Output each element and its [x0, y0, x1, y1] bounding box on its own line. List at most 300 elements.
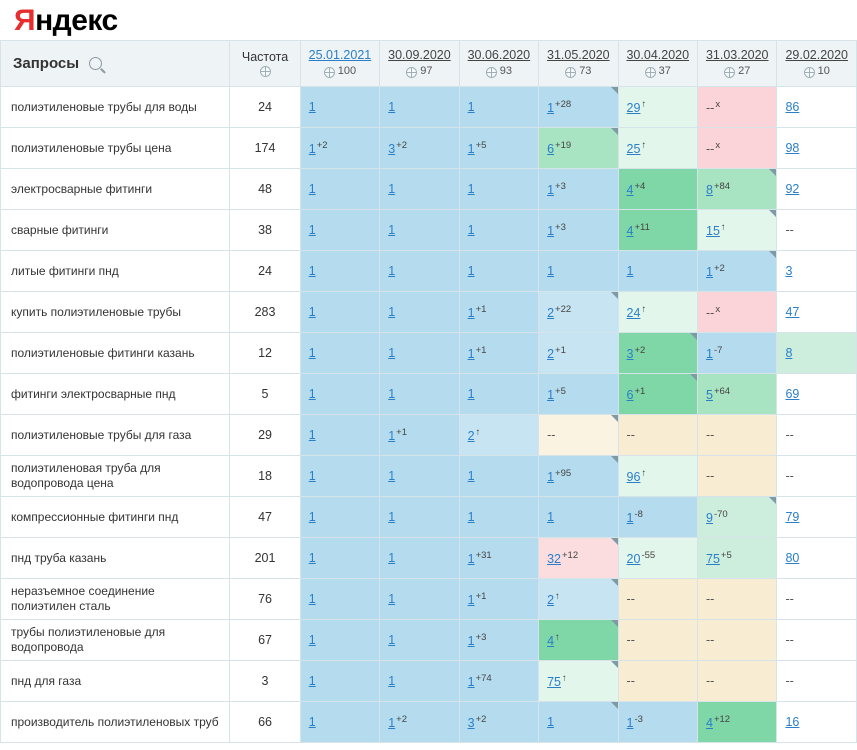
- position-cell[interactable]: [380, 538, 459, 579]
- position-cell[interactable]: [698, 210, 777, 251]
- query-cell[interactable]: производитель полиэтиленовых труб: [1, 702, 230, 743]
- position-cell[interactable]: [698, 579, 777, 620]
- position-cell[interactable]: [698, 374, 777, 415]
- position-cell[interactable]: [300, 169, 379, 210]
- corner-marker-icon: [611, 579, 618, 586]
- rankings-table: [0, 40, 857, 743]
- position-value: 1: [308, 715, 316, 729]
- date-count: 100: [337, 65, 357, 78]
- position-cell[interactable]: [380, 497, 459, 538]
- delta-value: +1: [634, 385, 646, 397]
- trend-arrow-icon: ↑: [641, 98, 647, 110]
- position-value: 1: [547, 264, 555, 278]
- frequency-cell: 18: [230, 456, 300, 497]
- delta-value: +31: [475, 549, 492, 561]
- position-value: 96: [626, 470, 641, 485]
- header-row: [1, 41, 857, 87]
- position-value: 1: [308, 428, 316, 442]
- position-cell[interactable]: [777, 415, 857, 456]
- position-cell[interactable]: [300, 538, 379, 579]
- position-cell[interactable]: [380, 374, 459, 415]
- date-label[interactable]: 30.04.2020: [626, 47, 690, 62]
- trend-arrow-icon: ↑: [641, 303, 647, 315]
- position-cell[interactable]: [698, 620, 777, 661]
- position-cell[interactable]: [459, 333, 538, 374]
- table-row: [1, 497, 857, 538]
- position-cell[interactable]: [618, 210, 697, 251]
- position-value: 1: [308, 592, 316, 606]
- position-cell[interactable]: [618, 169, 697, 210]
- date-label[interactable]: 31.03.2020: [705, 47, 769, 62]
- date-label[interactable]: 30.09.2020: [388, 47, 451, 62]
- position-cell[interactable]: [380, 415, 459, 456]
- position-value: 1: [467, 223, 475, 237]
- position-cell[interactable]: [459, 374, 538, 415]
- position-cell[interactable]: [300, 333, 379, 374]
- position-cell[interactable]: [300, 497, 379, 538]
- position-cell[interactable]: [618, 702, 697, 743]
- queries-header-label: Запросы: [13, 55, 80, 72]
- position-cell[interactable]: [300, 620, 379, 661]
- frequency-cell: 76: [230, 579, 300, 620]
- corner-marker-icon: [611, 620, 618, 627]
- delta-value: +3: [555, 221, 566, 233]
- corner-marker-icon: [611, 661, 618, 668]
- position-cell[interactable]: [459, 292, 538, 333]
- position-value: 3: [785, 264, 793, 278]
- position-cell[interactable]: [539, 702, 618, 743]
- position-value: --: [785, 633, 794, 647]
- position-cell[interactable]: [380, 702, 459, 743]
- position-cell[interactable]: [777, 292, 857, 333]
- table-row: [1, 702, 857, 743]
- delta-value: +2: [475, 713, 487, 725]
- delta-value: x: [715, 139, 721, 151]
- globe-icon: [804, 67, 815, 78]
- position-value: 16: [785, 715, 800, 729]
- position-cell[interactable]: [300, 374, 379, 415]
- position-cell[interactable]: [539, 415, 618, 456]
- position-cell[interactable]: [777, 702, 857, 743]
- position-cell[interactable]: [539, 620, 618, 661]
- position-cell[interactable]: [698, 128, 777, 169]
- position-value: 1: [547, 224, 555, 239]
- position-value: --: [706, 428, 715, 442]
- position-value: 15: [706, 224, 720, 239]
- position-cell[interactable]: [698, 456, 777, 497]
- table-row: [1, 292, 857, 333]
- position-value: --: [785, 469, 794, 483]
- position-value: 1: [308, 510, 316, 524]
- position-value: 1: [388, 716, 396, 731]
- position-cell[interactable]: [539, 251, 618, 292]
- position-cell[interactable]: [300, 210, 379, 251]
- query-cell[interactable]: фитинги электросварные пнд: [1, 374, 230, 415]
- position-cell[interactable]: [459, 415, 538, 456]
- query-cell[interactable]: трубы полиэтиленовые для водопровода: [1, 620, 230, 661]
- position-cell[interactable]: [300, 251, 379, 292]
- position-cell[interactable]: [459, 497, 538, 538]
- position-cell[interactable]: [539, 497, 618, 538]
- query-cell[interactable]: пнд для газа: [1, 661, 230, 702]
- position-value: 75: [706, 552, 720, 567]
- table-row: [1, 333, 857, 374]
- trend-arrow-icon: ↑: [475, 426, 481, 438]
- position-value: 1: [308, 223, 316, 237]
- search-icon[interactable]: [89, 57, 102, 70]
- corner-marker-icon: [769, 169, 776, 176]
- table-row: [1, 169, 857, 210]
- query-cell[interactable]: пнд труба казань: [1, 538, 230, 579]
- query-cell[interactable]: полиэтиленовая труба для водопровода цена: [1, 456, 230, 497]
- position-cell[interactable]: [539, 128, 618, 169]
- delta-value: +5: [720, 549, 732, 561]
- column-header-date-5[interactable]: [698, 41, 777, 87]
- frequency-cell: 47: [230, 497, 300, 538]
- position-cell[interactable]: [459, 661, 538, 702]
- position-value: --: [706, 142, 715, 157]
- trend-arrow-icon: ↑: [555, 631, 560, 643]
- frequency-cell: 12: [230, 333, 300, 374]
- position-value: 1: [308, 264, 316, 278]
- position-cell[interactable]: [459, 210, 538, 251]
- date-label[interactable]: 30.06.2020: [467, 47, 531, 62]
- column-header-date-6[interactable]: [777, 41, 857, 87]
- date-count: 73: [579, 65, 592, 78]
- position-value: 3: [467, 716, 475, 731]
- position-value: 1: [547, 388, 555, 403]
- column-header-date-1[interactable]: [380, 41, 459, 87]
- query-cell[interactable]: неразъемное соединение полиэтилен сталь: [1, 579, 230, 620]
- position-cell[interactable]: [777, 128, 857, 169]
- position-value: 6: [547, 142, 555, 157]
- position-cell[interactable]: [539, 456, 618, 497]
- position-cell[interactable]: [777, 374, 857, 415]
- globe-icon: [645, 67, 656, 78]
- table-row: [1, 87, 857, 128]
- position-cell[interactable]: [459, 87, 538, 128]
- position-cell[interactable]: [777, 579, 857, 620]
- date-count: 97: [420, 65, 433, 78]
- position-cell[interactable]: [618, 456, 697, 497]
- position-cell[interactable]: [777, 620, 857, 661]
- position-cell[interactable]: [300, 661, 379, 702]
- position-cell[interactable]: [380, 292, 459, 333]
- position-cell[interactable]: [380, 661, 459, 702]
- position-cell[interactable]: [618, 579, 697, 620]
- delta-value: +5: [555, 385, 566, 397]
- delta-value: +95: [555, 467, 572, 479]
- position-cell[interactable]: [618, 128, 697, 169]
- delta-value: +28: [555, 98, 572, 110]
- position-cell[interactable]: [380, 210, 459, 251]
- column-header-queries[interactable]: [1, 41, 230, 87]
- position-value: 9: [706, 511, 713, 526]
- table-row: [1, 374, 857, 415]
- position-value: 79: [785, 510, 800, 524]
- position-cell[interactable]: [698, 415, 777, 456]
- position-cell[interactable]: [698, 702, 777, 743]
- corner-marker-icon: [611, 538, 618, 545]
- position-value: 20: [626, 552, 641, 567]
- position-value: 1: [467, 100, 475, 114]
- query-cell[interactable]: купить полиэтиленовые трубы: [1, 292, 230, 333]
- frequency-cell: 24: [230, 87, 300, 128]
- frequency-cell: 24: [230, 251, 300, 292]
- position-cell[interactable]: [539, 579, 618, 620]
- corner-marker-icon: [611, 87, 618, 94]
- position-value: 80: [785, 551, 800, 565]
- position-value: 1: [388, 182, 396, 196]
- delta-value: -3: [634, 713, 643, 725]
- date-count: 37: [658, 65, 671, 78]
- position-value: --: [706, 674, 715, 688]
- position-cell[interactable]: [539, 210, 618, 251]
- column-header-frequency[interactable]: [230, 41, 300, 87]
- position-cell[interactable]: [459, 169, 538, 210]
- date-label[interactable]: 29.02.2020: [785, 47, 848, 62]
- query-cell[interactable]: полиэтиленовые фитинги казань: [1, 333, 230, 374]
- position-value: 1: [547, 510, 555, 524]
- position-cell[interactable]: [539, 169, 618, 210]
- position-value: 1: [547, 183, 555, 198]
- date-count: 10: [817, 65, 830, 78]
- trend-arrow-icon: ↑: [555, 590, 560, 602]
- position-value: 2: [547, 593, 555, 608]
- logo-first-letter: Я: [14, 4, 36, 37]
- table-row: [1, 661, 857, 702]
- position-cell[interactable]: [698, 87, 777, 128]
- position-value: 86: [785, 100, 800, 114]
- position-value: 1: [467, 142, 475, 157]
- query-cell[interactable]: полиэтиленовые трубы для воды: [1, 87, 230, 128]
- position-cell[interactable]: [539, 292, 618, 333]
- query-cell[interactable]: литые фитинги пнд: [1, 251, 230, 292]
- delta-value: +11: [634, 221, 650, 233]
- position-value: 1: [388, 429, 396, 444]
- delta-value: -70: [713, 508, 728, 520]
- position-cell[interactable]: [698, 333, 777, 374]
- table-row: [1, 415, 857, 456]
- position-value: 1: [388, 100, 396, 114]
- position-cell[interactable]: [459, 579, 538, 620]
- column-header-date-3[interactable]: [539, 41, 618, 87]
- position-value: 1: [388, 305, 396, 319]
- position-value: 24: [626, 306, 641, 321]
- position-cell[interactable]: [618, 661, 697, 702]
- trend-arrow-icon: ↑: [720, 221, 726, 233]
- query-cell[interactable]: сварные фитинги: [1, 210, 230, 251]
- position-cell[interactable]: [777, 497, 857, 538]
- position-cell[interactable]: [777, 333, 857, 374]
- position-cell[interactable]: [459, 456, 538, 497]
- table-row: [1, 620, 857, 661]
- table-header: [1, 41, 857, 87]
- position-cell[interactable]: [698, 169, 777, 210]
- position-value: 47: [785, 305, 800, 319]
- position-cell[interactable]: [300, 702, 379, 743]
- date-label[interactable]: 31.05.2020: [547, 47, 610, 62]
- position-cell[interactable]: [300, 456, 379, 497]
- position-cell[interactable]: [698, 251, 777, 292]
- delta-value: +1: [475, 344, 487, 356]
- position-value: 3: [388, 142, 396, 157]
- position-cell[interactable]: [459, 702, 538, 743]
- delta-value: -7: [713, 344, 723, 356]
- date-label[interactable]: 25.01.2021: [308, 47, 372, 62]
- delta-value: +1: [555, 344, 566, 356]
- position-cell[interactable]: [380, 620, 459, 661]
- query-cell[interactable]: полиэтиленовые трубы для газа: [1, 415, 230, 456]
- position-value: 1: [388, 346, 396, 360]
- table-row: [1, 538, 857, 579]
- position-value: 1: [467, 469, 475, 483]
- position-value: 1: [467, 264, 475, 278]
- position-value: --: [626, 592, 635, 606]
- position-cell[interactable]: [698, 292, 777, 333]
- position-cell[interactable]: [618, 292, 697, 333]
- position-cell[interactable]: [380, 579, 459, 620]
- position-cell[interactable]: [459, 538, 538, 579]
- position-value: 1: [467, 552, 475, 567]
- position-cell[interactable]: [777, 87, 857, 128]
- delta-value: +4: [634, 180, 646, 192]
- position-cell[interactable]: [459, 620, 538, 661]
- position-cell[interactable]: [380, 251, 459, 292]
- position-value: 1: [388, 633, 396, 647]
- delta-value: +84: [713, 180, 731, 192]
- position-cell[interactable]: [698, 538, 777, 579]
- position-value: --: [785, 428, 794, 442]
- column-header-date-4[interactable]: [618, 41, 697, 87]
- position-cell[interactable]: [539, 374, 618, 415]
- position-cell[interactable]: [777, 661, 857, 702]
- yandex-logo[interactable]: [14, 4, 118, 38]
- position-cell[interactable]: [459, 128, 538, 169]
- position-cell[interactable]: [539, 333, 618, 374]
- corner-marker-icon: [690, 333, 697, 340]
- column-header-date-2[interactable]: [459, 41, 538, 87]
- position-value: 1: [308, 674, 316, 688]
- position-cell[interactable]: [539, 87, 618, 128]
- position-value: 1: [308, 305, 316, 319]
- position-cell[interactable]: [618, 415, 697, 456]
- globe-icon: [565, 67, 576, 78]
- delta-value: +5: [475, 139, 487, 151]
- position-cell[interactable]: [618, 374, 697, 415]
- position-value: 1: [308, 387, 316, 401]
- position-cell[interactable]: [380, 128, 459, 169]
- position-cell[interactable]: [459, 251, 538, 292]
- position-cell[interactable]: [618, 333, 697, 374]
- frequency-cell: 66: [230, 702, 300, 743]
- column-header-date-0[interactable]: [300, 41, 379, 87]
- position-cell[interactable]: [777, 169, 857, 210]
- globe-icon: [486, 67, 497, 78]
- trend-arrow-icon: ↑: [641, 467, 647, 479]
- query-cell[interactable]: электросварные фитинги: [1, 169, 230, 210]
- delta-value: -8: [634, 508, 643, 520]
- position-value: 2: [547, 306, 555, 321]
- position-value: 1: [467, 675, 475, 690]
- position-value: 3: [626, 347, 634, 362]
- position-cell[interactable]: [618, 620, 697, 661]
- position-value: 1: [308, 142, 316, 157]
- position-value: 1: [467, 306, 475, 321]
- position-cell[interactable]: [698, 661, 777, 702]
- position-cell[interactable]: [380, 333, 459, 374]
- position-value: 1: [467, 182, 475, 196]
- date-count: 27: [738, 65, 751, 78]
- position-cell[interactable]: [777, 251, 857, 292]
- corner-marker-icon: [611, 415, 618, 422]
- delta-value: +74: [475, 672, 492, 684]
- position-cell[interactable]: [380, 456, 459, 497]
- position-cell[interactable]: [300, 87, 379, 128]
- position-value: 1: [308, 633, 316, 647]
- position-cell[interactable]: [618, 497, 697, 538]
- corner-marker-icon: [611, 456, 618, 463]
- position-value: 1: [547, 715, 555, 729]
- delta-value: +2: [396, 139, 407, 151]
- position-cell[interactable]: [539, 661, 618, 702]
- position-value: 25: [626, 142, 641, 157]
- position-value: 8: [785, 346, 793, 360]
- position-cell[interactable]: [300, 128, 379, 169]
- position-value: 1: [388, 223, 396, 237]
- position-value: 1: [547, 101, 555, 116]
- delta-value: +1: [475, 590, 487, 602]
- position-cell[interactable]: [539, 538, 618, 579]
- query-cell[interactable]: компрессионные фитинги пнд: [1, 497, 230, 538]
- position-value: 1: [388, 551, 396, 565]
- delta-value: +1: [396, 426, 407, 438]
- trend-arrow-icon: ↑: [562, 672, 567, 684]
- delta-value: +2: [634, 344, 646, 356]
- frequency-cell: 48: [230, 169, 300, 210]
- position-value: --: [785, 592, 794, 606]
- date-count: 93: [499, 65, 512, 78]
- delta-value: +12: [562, 549, 579, 561]
- position-value: 1: [467, 593, 475, 608]
- position-cell[interactable]: [380, 169, 459, 210]
- position-cell[interactable]: [300, 415, 379, 456]
- table-body: [1, 87, 857, 743]
- position-cell[interactable]: [777, 456, 857, 497]
- globe-icon: [724, 67, 735, 78]
- position-value: 2: [467, 429, 475, 444]
- position-cell[interactable]: [618, 538, 697, 579]
- position-value: 4: [626, 183, 634, 198]
- position-cell[interactable]: [777, 210, 857, 251]
- position-cell[interactable]: [300, 579, 379, 620]
- delta-value: +2: [316, 139, 328, 151]
- position-value: 1: [308, 469, 316, 483]
- position-cell[interactable]: [380, 87, 459, 128]
- position-cell[interactable]: [698, 497, 777, 538]
- position-cell[interactable]: [300, 292, 379, 333]
- position-value: 29: [626, 101, 641, 116]
- query-cell[interactable]: полиэтиленовые трубы цена: [1, 128, 230, 169]
- position-cell[interactable]: [618, 251, 697, 292]
- position-cell[interactable]: [777, 538, 857, 579]
- position-value: 75: [547, 675, 561, 690]
- position-value: 1: [626, 511, 634, 526]
- position-value: 4: [706, 716, 713, 731]
- position-cell[interactable]: [618, 87, 697, 128]
- corner-marker-icon: [690, 374, 697, 381]
- position-value: 2: [547, 347, 555, 362]
